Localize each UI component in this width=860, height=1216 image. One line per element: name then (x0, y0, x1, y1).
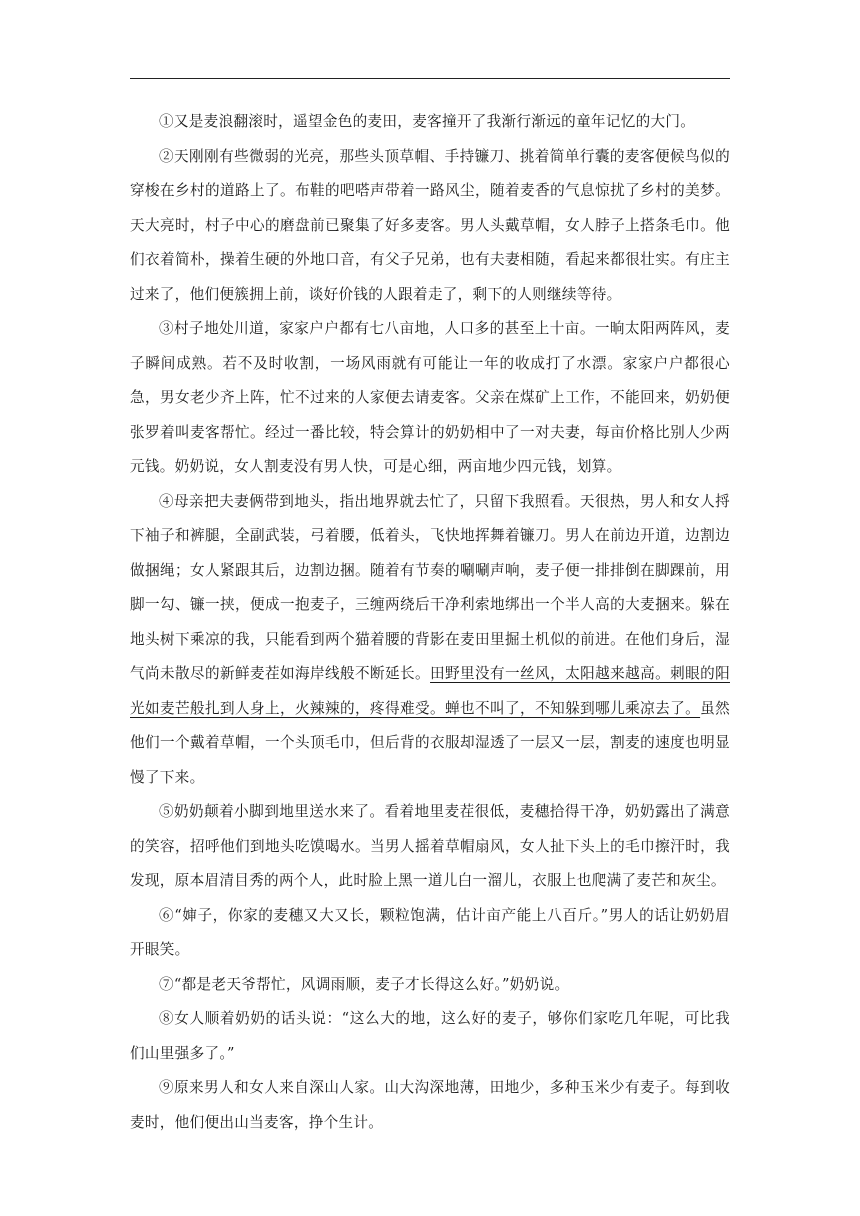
paragraph-9: ⑨原来男人和女人来自深山人家。山大沟深地薄，田地少，多种玉米少有麦子。每到收麦时，他们便出山当麦客，挣个生计。 (130, 1079, 730, 1131)
paragraph-6: ⑥“婶子，你家的麦穗又大又长，颗粒饱满，估计亩产能上八百斤。”男人的话让奶奶眉开眼笑。 (130, 906, 730, 958)
paragraph-3: ③村子地处川道，家家户户都有七八亩地，人口多的甚至上十亩。一晌太阳两阵风，麦子瞬间成熟。若不及时收割，一场风雨就有可能让一年的收成打了水漂。家家户户都很心急，男女老少齐上阵，忙不过来的人家便去请麦客。父亲在煤矿上工作，不能回来，奶奶便张罗着叫麦客帮忙。经过一番比较，特会算计的奶奶相中了一对夫妻，每亩价格比别人少两元钱。奶奶说，女人割麦没有男人快，可是心细，两亩地少四元钱，划算。 (130, 320, 730, 475)
article-body (130, 105, 730, 1140)
paragraph-4-before: ④母亲把夫妻俩带到地头，指出地界就去忙了，只留下我照看。天很热，男人和女人捋下袖子和裤腿，全副武装，弓着腰，低着头，飞快地挥舞着镰刀。男人在前边开道，边割边做捆绳；女人紧跟其后，边割边捆。随着有节奏的唰唰声响，麦子便一排排倒在脚踝前，用脚一勾、镰一挟，便成一抱麦子，三缠两绕后干净利索地绑出一个半人高的大麦捆来。躲在地头树下乘凉的我，只能看到两个猫着腰的背影在麦田里掘土机似的前进。在他们身后，湿气尚未散尽的新鲜麦茬如海岸线般不断延长。 (130, 492, 730, 682)
underlined-sentence: 田野里没有一丝风，太阳越来越高。刺眼的阳光如麦芒般扎到人身上，火辣辣的，疼得难受。蝉也不叫了，不知躲到哪儿乘凉去了。 (130, 665, 730, 717)
paragraph-4-after: 虽然他们一个戴着草帽，一个头顶毛巾，但后背的衣服却湿透了一层又一层，割麦的速度也明显慢了下来。 (130, 699, 730, 786)
paragraph-5: ⑤奶奶颠着小脚到地里送水来了。看着地里麦茬很低，麦穗拾得干净，奶奶露出了满意的笑容，招呼他们到地头吃馍喝水。当男人摇着草帽扇风，女人扯下头上的毛巾擦汗时，我发现，原本眉清目秀的两个人，此时脸上黑一道儿白一溜儿，衣服上也爬满了麦芒和灰尘。 (130, 803, 730, 889)
paragraph-7: ⑦“都是老天爷帮忙，风调雨顺，麦子才长得这么好。”奶奶说。 (159, 975, 570, 993)
header-rule (130, 78, 730, 79)
paragraph-2: ②天刚刚有些微弱的光亮，那些头顶草帽、手持镰刀、挑着简单行囊的麦客便候鸟似的穿梭在乡村的道路上了。布鞋的吧嗒声带着一路风尘，随着麦香的气息惊扰了乡村的美梦。天大亮时，村子中心的磨盘前已聚集了好多麦客。男人头戴草帽，女人脖子上搭条毛巾。他们衣着简朴，操着生硬的外地口音，有父子兄弟，也有夫妻相随，看起来都很壮实。有庄主过来了，他们便簇拥上前，谈好价钱的人跟着走了，剩下的人则继续等待。 (130, 147, 730, 303)
paragraph-8: ⑧女人顺着奶奶的话头说：“这么大的地，这么好的麦子，够你们家吃几年呢，可比我们山里强多了。” (130, 1010, 730, 1062)
paragraph-1: ①又是麦浪翻滚时，遥望金色的麦田，麦客撞开了我渐行渐远的童年记忆的大门。 (159, 113, 696, 130)
paragraph-4 (130, 485, 730, 796)
